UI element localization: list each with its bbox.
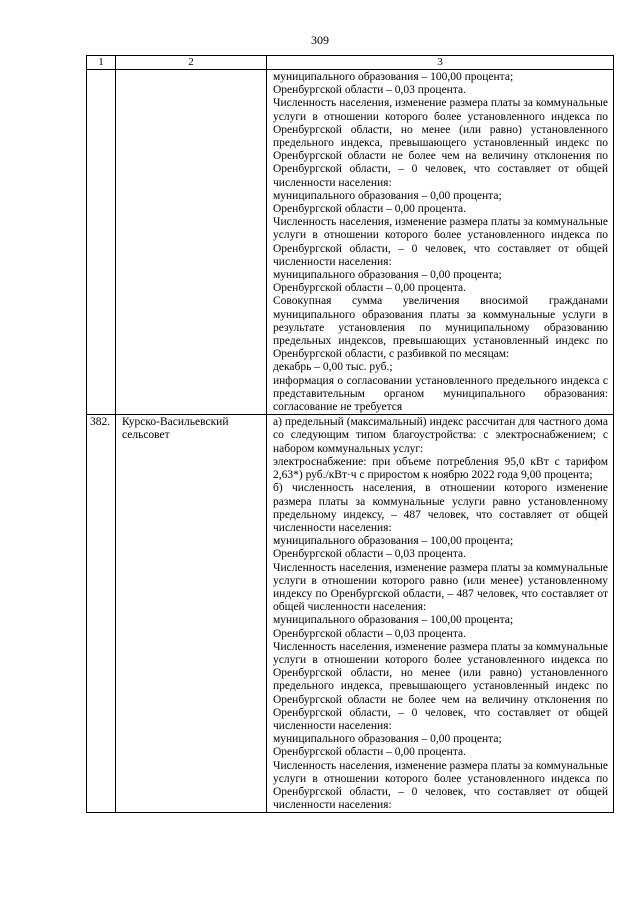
row-number: 382.: [87, 415, 116, 813]
paragraph: а) предельный (максимальный) индекс рассчитан для частного дома со следующим типом благоустройства: с электроснабжением; с набором коммунальных услуг:: [273, 416, 608, 455]
paragraph: муниципального образования – 0,00 процента;: [273, 269, 502, 282]
paragraph: информация о согласовании установленного предельного индекса с представительным органом муниципального образования: согласование не требуется: [273, 374, 608, 414]
paragraph: б) численность населения, в отношении которого изменение размера платы за коммунальные услуги равно установленному предельному индексу, – 487 человек, что составляет от общей численности населения:: [273, 482, 608, 534]
municipality-name: [116, 70, 267, 415]
paragraph: Оренбургской области – 0,00 процента.: [273, 282, 466, 295]
page-number: 309: [311, 33, 329, 47]
header-col-3: 3: [267, 56, 614, 70]
table-row: [87, 70, 614, 415]
paragraph: Численность населения, изменение размера платы за коммунальные услуги в отношении которого более установленного индекса по Оренбургской области, – 0 человек, что составляет от общей численности населения:: [273, 216, 608, 268]
paragraph: муниципального образования – 100,00 процента;: [273, 71, 514, 83]
municipality-name: Курско-Васильевский сельсовет: [116, 415, 267, 813]
paragraph: Численность населения, изменение размера платы за коммунальные услуги в отношении которого более установленного индекса по Оренбургской области, но менее (или равно) установленного предельного индекса, превышающего установленный индекс по Оренбургской области не более чем на величину отклонения по Оренбургской области, – 0 человек, что составляет от общей численности населения:: [273, 640, 608, 732]
paragraph: муниципального образования – 100,00 процента;: [273, 614, 514, 627]
paragraph: Оренбургской области – 0,03 процента.: [273, 84, 466, 97]
paragraph: Оренбургской области – 0,00 процента.: [273, 203, 466, 216]
paragraph: муниципального образования – 0,00 процента;: [273, 733, 502, 746]
header-col-1: 1: [87, 56, 116, 70]
paragraph: Совокупная сумма увеличения вносимой гражданами муниципального образования платы за коммунальные услуги в результате установления по муниципальному образованию предельных индексов, превышающих установленный индекс по Оренбургской области, с разбивкой по месяцам:: [273, 295, 608, 361]
index-description: [267, 70, 614, 415]
paragraph: Численность населения, изменение размера платы за коммунальные услуги в отношении которого равно (или менее) установленному индексу по Оренбургской области, – 487 человек, что составляет от общей численности населения:: [273, 561, 608, 614]
table-row: [87, 415, 614, 813]
paragraph: Численность населения, изменение размера платы за коммунальные услуги в отношении которого более установленного индекса по Оренбургской области, – 0 человек, что составляет от общей численности населения:: [273, 759, 608, 812]
table-header-row: [87, 56, 614, 70]
paragraph: муниципального образования – 100,00 процента;: [273, 535, 514, 548]
paragraph: Оренбургской области – 0,03 процента.: [273, 627, 466, 640]
municipal-index-table: [86, 55, 614, 813]
paragraph: декабрь – 0,00 тыс. руб.;: [273, 361, 393, 374]
row-number: [87, 70, 116, 415]
header-col-2: 2: [116, 56, 267, 70]
paragraph: муниципального образования – 0,00 процента;: [273, 189, 502, 202]
paragraph: Оренбургской области – 0,00 процента.: [273, 746, 466, 759]
paragraph: электроснабжение: при объеме потребления 95,0 кВт с тарифом 2,63*) руб./кВт·ч с приростом к ноябрю 2022 года 9,00 процента;: [273, 455, 608, 482]
index-description: [267, 415, 614, 813]
paragraph: Численность населения, изменение размера платы за коммунальные услуги в отношении которого более установленного индекса по Оренбургской области, но менее (или равно) установленного предельного индекса, превышающего установленный индекс по Оренбургской области не более чем на величину отклонения по Оренбургской области, – 0 человек, что составляет от общей численности населения:: [273, 97, 608, 189]
paragraph: Оренбургской области – 0,03 процента.: [273, 548, 466, 561]
